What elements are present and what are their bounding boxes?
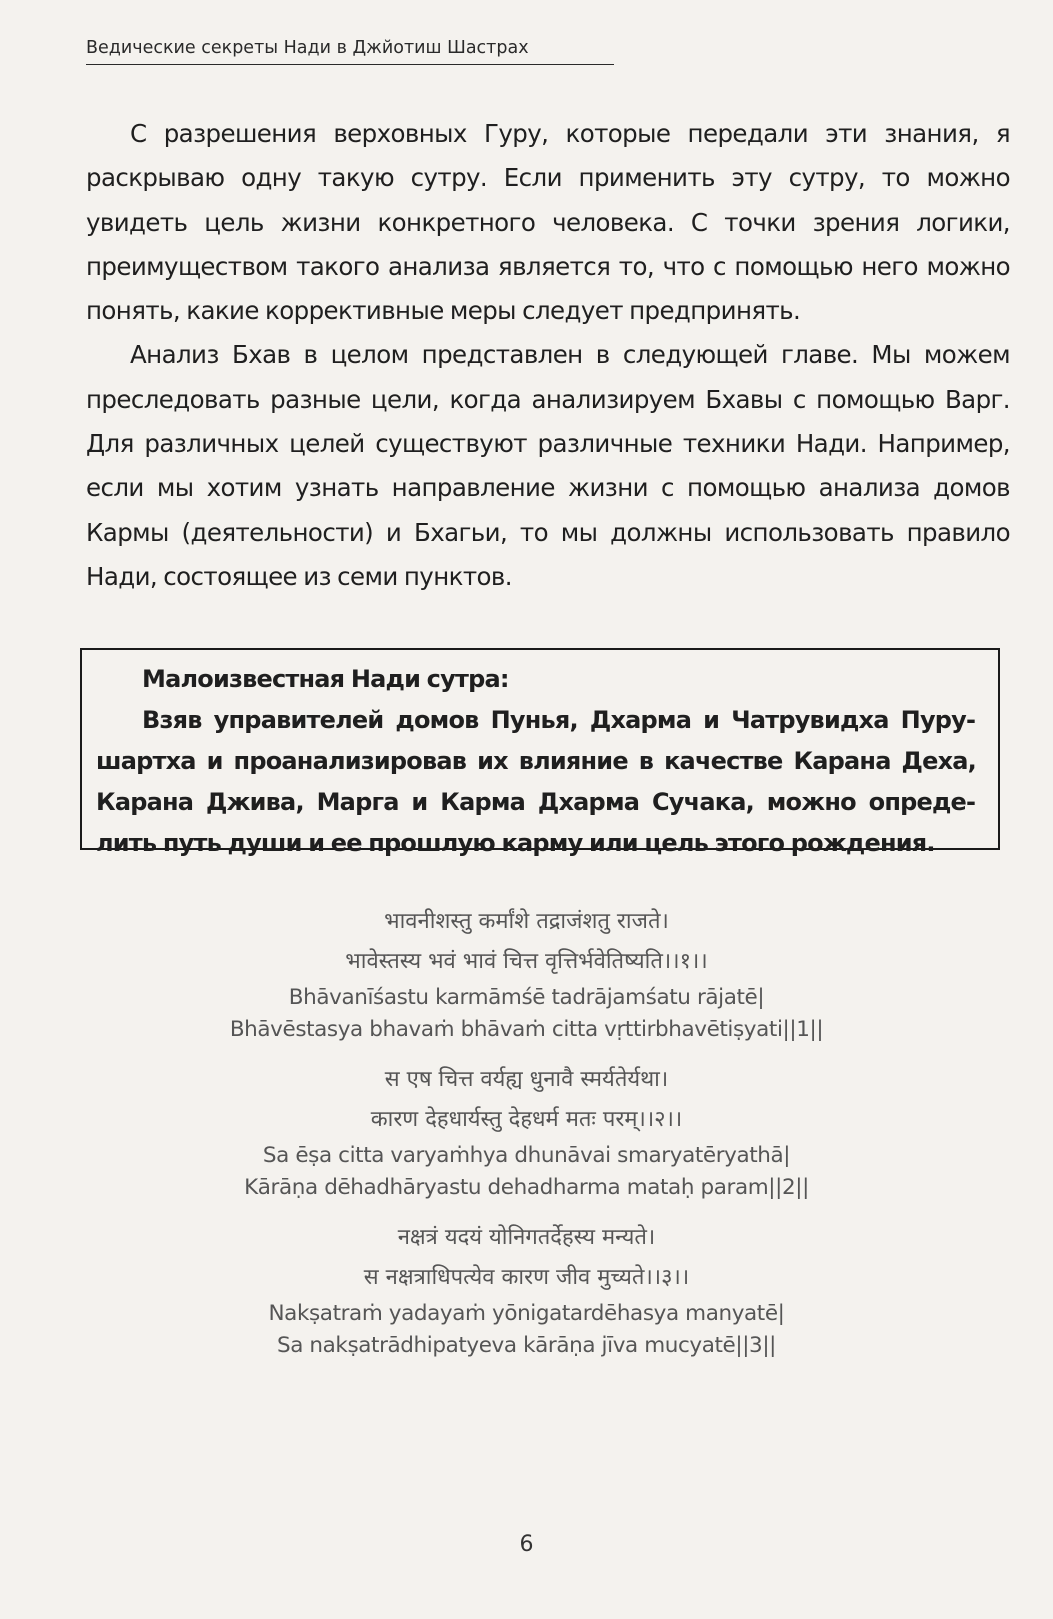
devanagari-line: स नक्षत्राधिपत्येव कारण जीव मुच्यते।।३।। <box>363 1265 690 1290</box>
transliteration-line: Bhāvēstasya bhavaṁ bhāvaṁ citta vṛttirbhavētiṣyati||1|| <box>229 1017 824 1042</box>
paragraph: Анализ Бхав в целом представлен в следующей главе. Мы можем преследовать разные цели, когда анализируем Бхавы с помощью Варг. Для различных целей существуют различные техники Нади. Например, если мы хотим узнать направление жизни с помощью анализа домов Кармы (деятельности) и Бхагьи, то мы должны использовать правило Нади, состоящее из семи пунктов. <box>86 340 1010 591</box>
sutra-box-title: Малоизвестная Нади сутра: <box>142 665 509 693</box>
verse-3 <box>0 1218 1053 1362</box>
sanskrit-verses <box>0 902 1053 1376</box>
transliteration-line: Nakṣatraṁ yadayaṁ yōnigatardēhasya manyatē| <box>268 1301 785 1326</box>
body-text <box>86 112 1010 599</box>
devanagari-line: कारण देहधार्यस्तु देहधर्म मतः परम्।।२।। <box>370 1107 683 1132</box>
paragraph: С разрешения верховных Гуру, которые передали эти знания, я раскрываю одну такую сутру. Если применить эту сутру, то можно увидеть цель жизни конкретного человека. С точки зрения логики, преимуществом такого анализа является то, что с помощью него можно понять, какие коррективные меры следует предпринять. <box>86 119 1010 326</box>
transliteration-line: Sa ēṣa citta varyaṁhya dhunāvai smaryatēryathā| <box>262 1143 791 1168</box>
verse-2 <box>0 1060 1053 1204</box>
devanagari-line: भावनीशस्तु कर्मांशे तद्राजंशतु राजते। <box>384 909 669 934</box>
verse-1 <box>0 902 1053 1046</box>
devanagari-line: भावेस्तस्य भवं भावं चित्त वृत्तिर्भवेतिष्यति।।१।। <box>345 949 708 974</box>
transliteration-line: Bhāvanīśastu karmāmśē tadrājamśatu rājatē| <box>288 985 765 1010</box>
running-header: Ведические секреты Нади в Джйотиш Шастрах <box>86 38 614 65</box>
transliteration-line: Sa nakṣatrādhipatyeva kārāṇa jīva mucyatē||3|| <box>276 1333 777 1358</box>
devanagari-line: नक्षत्रं यदयं योनिगतर्देहस्य मन्यते। <box>397 1225 656 1250</box>
transliteration-line: Kārāṇa dēhadhāryastu dehadharma mataḥ param||2|| <box>244 1175 809 1200</box>
sutra-callout-box <box>80 648 1000 857</box>
devanagari-line: स एष चित्त वर्यह्य धुनावै स्मर्यतेर्यथा। <box>384 1067 669 1092</box>
page-number: 6 <box>519 1532 534 1557</box>
sutra-box-text: Взяв управителей домов Пунья, Дхарма и Чатрувидха Пурушартха и проанализировав их влияние в качестве Карана Деха, Карана Джива, Марга и Карма Дхарма Сучака, можно определить путь души и ее прошлую карму или цель этого рождения. <box>96 706 976 857</box>
